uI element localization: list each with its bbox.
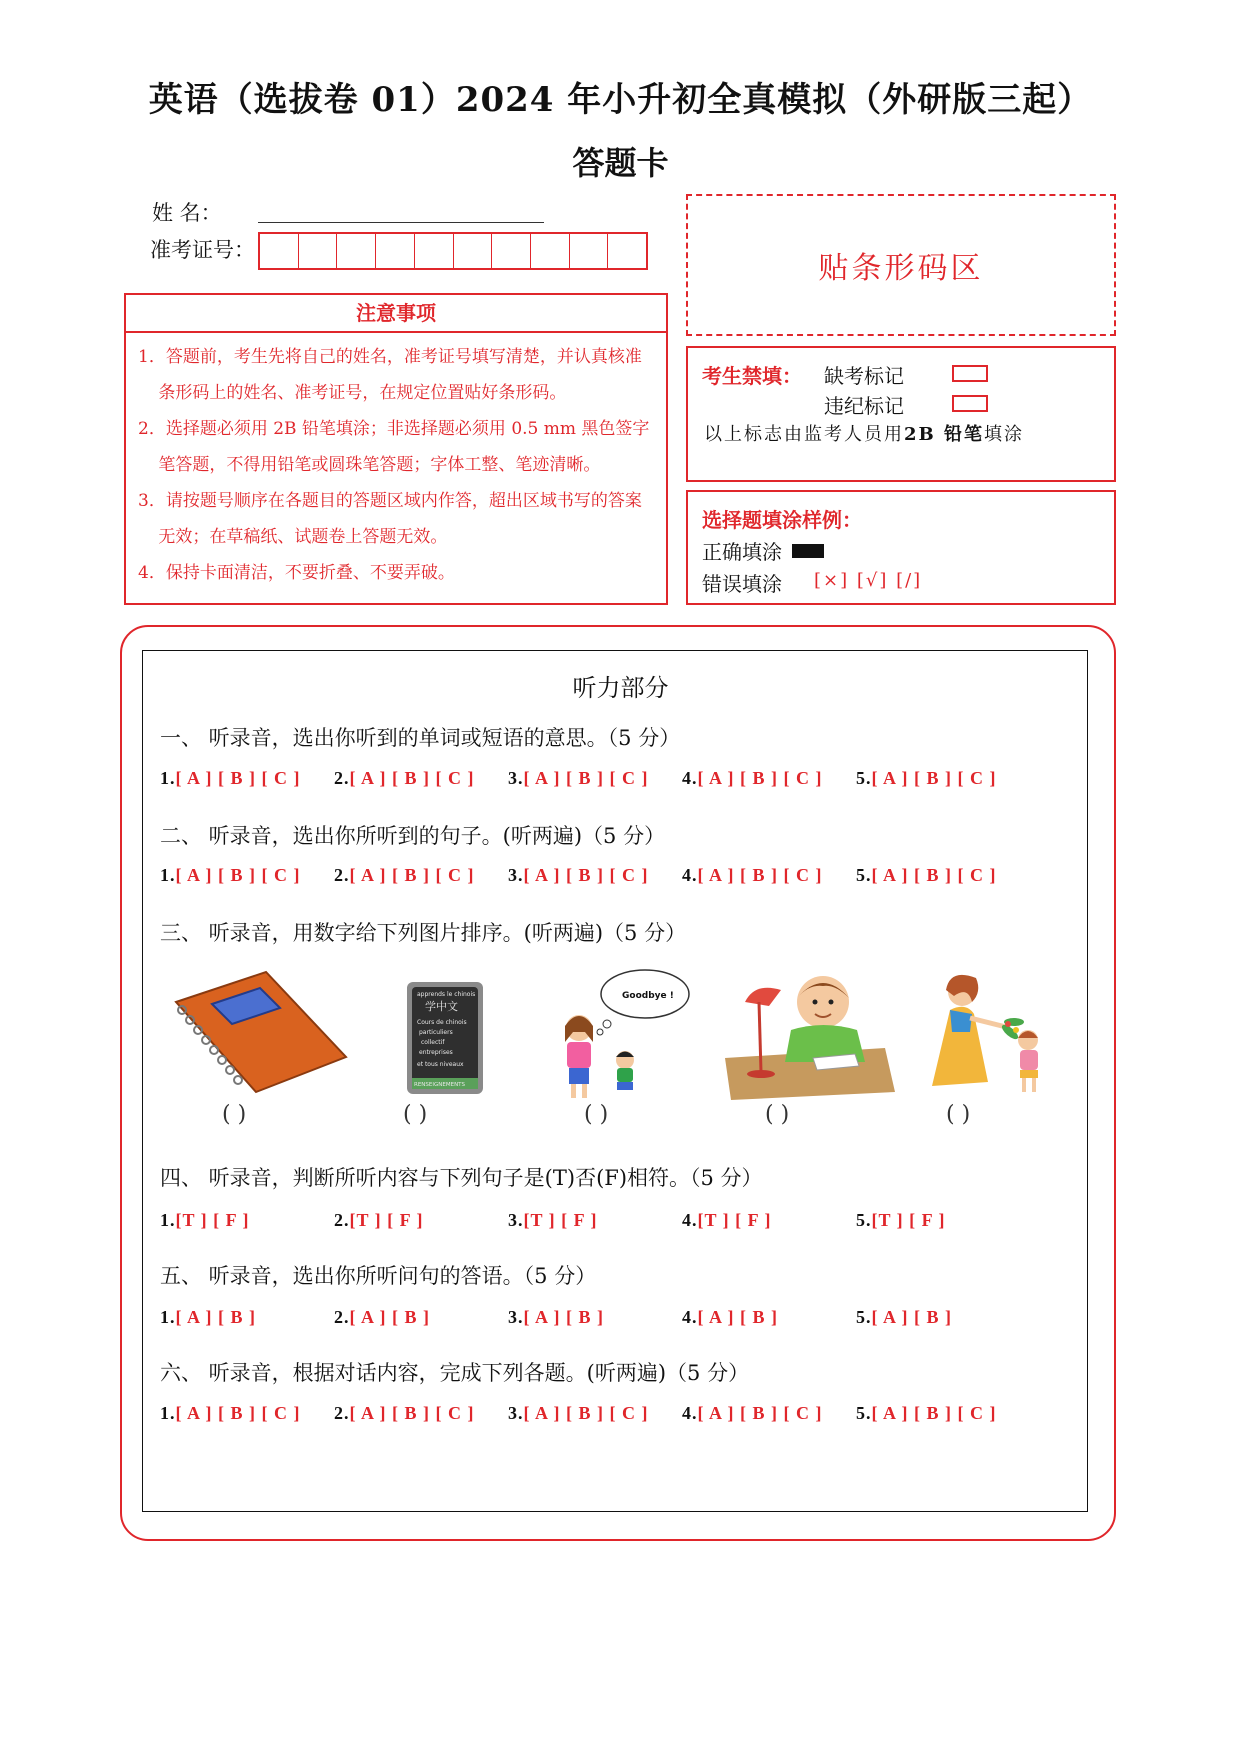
exam-id-label: 准考证号： xyxy=(150,238,255,262)
answer-option-group[interactable] xyxy=(160,1403,300,1424)
order-answer-blank[interactable]: ( ) xyxy=(222,1102,247,1127)
boy-studying-picture xyxy=(725,962,895,1102)
notice-item: 1．答题前，考生先将自己的姓名，准考证号填写清楚，并认真核准条形码上的姓名、准考证号，在规定位置贴好条形码。 xyxy=(138,347,642,403)
answer-options[interactable]: [ A ] [ B ] xyxy=(871,1307,952,1327)
answer-option-group[interactable] xyxy=(682,1403,822,1424)
exam-marks-box xyxy=(686,346,1116,482)
answer-option-group[interactable] xyxy=(508,1210,597,1231)
question-number: 5. xyxy=(856,1210,872,1230)
question-number: 2. xyxy=(334,865,350,885)
answer-options[interactable]: [ A ] [ B ] [ C ] xyxy=(871,768,997,788)
question-number: 5. xyxy=(856,865,872,885)
question-number: 1. xyxy=(160,865,176,885)
question-number: 3. xyxy=(508,1210,524,1230)
name-field[interactable] xyxy=(258,222,544,223)
correct-fill-sample xyxy=(792,544,824,558)
note-bold: 2B 铅笔 xyxy=(904,424,985,445)
answer-option-group[interactable] xyxy=(160,865,300,886)
answer-option-group[interactable] xyxy=(508,1403,648,1424)
notice-title: 注意事项 xyxy=(126,295,666,333)
section-6-title: 六、 听录音，根据对话内容，完成下列各题。(听两遍)（5 分） xyxy=(160,1361,750,1385)
answer-option-group[interactable] xyxy=(334,865,474,886)
answer-options[interactable]: [ A ] [ B ] [ C ] xyxy=(523,865,649,885)
note-text: 填涂 xyxy=(984,424,1025,445)
question-number: 4. xyxy=(682,865,698,885)
answer-options[interactable]: [ A ] [ B ] [ C ] xyxy=(349,1403,475,1423)
notice-box xyxy=(124,293,668,605)
answer-option-group[interactable] xyxy=(682,1307,778,1328)
answer-option-group[interactable] xyxy=(856,1403,996,1424)
blackboard-line: RENSEIGNEMENTS xyxy=(414,1082,466,1088)
order-answer-blank[interactable]: ( ) xyxy=(584,1102,609,1127)
notice-item: 4．保持卡面清洁，不要折叠、不要弄破。 xyxy=(138,563,455,583)
answer-option-group[interactable] xyxy=(856,1307,952,1328)
question-number: 4. xyxy=(682,1210,698,1230)
answer-options[interactable]: [ A ] [ B ] xyxy=(697,1307,778,1327)
mother-daughter-picture xyxy=(910,962,1060,1102)
order-answer-blank[interactable]: ( ) xyxy=(946,1102,971,1127)
blackboard-line: Cours de chinois xyxy=(417,1019,467,1026)
barcode-area: 贴条形码区 xyxy=(686,194,1116,336)
answer-options[interactable]: [ A ] [ B ] [ C ] xyxy=(175,865,301,885)
blackboard-line: entreprises xyxy=(419,1049,453,1056)
answer-option-group[interactable] xyxy=(334,1403,474,1424)
answer-options[interactable]: [ A ] [ B ] [ C ] xyxy=(697,865,823,885)
page-subtitle: 答题卡 xyxy=(572,144,669,182)
answer-options[interactable]: [ A ] [ B ] xyxy=(349,1307,430,1327)
answer-options[interactable]: [ A ] [ B ] [ C ] xyxy=(871,865,997,885)
exam-id-cell[interactable] xyxy=(299,234,338,268)
exam-id-cell[interactable] xyxy=(531,234,570,268)
exam-id-cell[interactable] xyxy=(570,234,609,268)
answer-option-group[interactable] xyxy=(508,768,648,789)
answer-options[interactable]: [T ] [ F ] xyxy=(871,1210,946,1230)
wrong-label: 错误填涂 xyxy=(702,572,782,596)
answer-option-group[interactable] xyxy=(160,1307,256,1328)
note-text: 以上标志由监考人员用 xyxy=(704,424,904,445)
absent-mark-box[interactable] xyxy=(952,365,988,382)
fill-sample-box xyxy=(686,490,1116,605)
answer-option-group[interactable] xyxy=(508,1307,604,1328)
section-2-title: 二、 听录音，选出你所听到的句子。(听两遍)（5 分） xyxy=(160,824,666,848)
answer-option-group[interactable] xyxy=(682,768,822,789)
blackboard-line: apprends le chinois xyxy=(417,991,476,998)
order-answer-blank[interactable]: ( ) xyxy=(765,1102,790,1127)
question-number: 2. xyxy=(334,768,350,788)
question-number: 3. xyxy=(508,1403,524,1423)
answer-option-group[interactable] xyxy=(856,768,996,789)
answer-options[interactable]: [ A ] [ B ] [ C ] xyxy=(349,865,475,885)
exam-marks-note xyxy=(704,420,1024,446)
question-number: 1. xyxy=(160,1210,176,1230)
exam-id-boxes[interactable] xyxy=(258,232,648,270)
answer-option-group[interactable] xyxy=(682,865,822,886)
answer-option-group[interactable] xyxy=(334,1210,423,1231)
answer-option-group[interactable] xyxy=(334,1307,430,1328)
answer-option-group[interactable] xyxy=(334,768,474,789)
answer-options[interactable]: [ A ] [ B ] [ C ] xyxy=(175,768,301,788)
notice-item: 2．选择题必须用 2B 铅笔填涂；非选择题必须用 0.5 mm 黑色签字笔答题，不得用铅笔或圆珠笔答题；字体工整、笔迹清晰。 xyxy=(138,419,650,475)
question-number: 3. xyxy=(508,768,524,788)
answer-option-group[interactable] xyxy=(856,865,996,886)
question-number: 2. xyxy=(334,1210,350,1230)
chinese-blackboard-picture xyxy=(405,980,485,1098)
answer-options[interactable]: [ A ] [ B ] [ C ] xyxy=(523,768,649,788)
answer-options[interactable]: [ A ] [ B ] [ C ] xyxy=(871,1403,997,1423)
question-number: 4. xyxy=(682,768,698,788)
question-number: 1. xyxy=(160,768,176,788)
violation-label: 违纪标记 xyxy=(824,394,904,418)
answer-option-group[interactable] xyxy=(682,1210,771,1231)
answer-option-group[interactable] xyxy=(160,768,300,789)
sample-title: 选择题填涂样例： xyxy=(702,508,862,532)
wrong-fill-samples: [×] [√] [/] xyxy=(814,570,923,591)
question-number: 1. xyxy=(160,1307,176,1327)
blackboard-line: 学中文 xyxy=(425,1000,458,1013)
goodbye-picture xyxy=(555,962,695,1102)
absent-label: 缺考标记 xyxy=(824,364,904,388)
question-number: 5. xyxy=(856,1403,872,1423)
answer-options[interactable]: [ A ] [ B ] [ C ] xyxy=(697,1403,823,1423)
answer-options[interactable]: [T ] [ F ] xyxy=(175,1210,250,1230)
violation-mark-box[interactable] xyxy=(952,395,988,412)
answer-option-group[interactable] xyxy=(160,1210,249,1231)
order-answer-blank[interactable]: ( ) xyxy=(403,1102,428,1127)
listening-heading: 听力部分 xyxy=(572,674,669,702)
question-number: 3. xyxy=(508,865,524,885)
blackboard-line: et tous niveaux xyxy=(417,1061,464,1068)
section-5-title: 五、 听录音，选出你所听问句的答语。（5 分） xyxy=(160,1264,597,1288)
exam-id-cell[interactable] xyxy=(337,234,376,268)
question-number: 2. xyxy=(334,1403,350,1423)
exam-id-cell[interactable] xyxy=(492,234,531,268)
question-number: 2. xyxy=(334,1307,350,1327)
question-number: 5. xyxy=(856,768,872,788)
exam-id-cell[interactable] xyxy=(260,234,299,268)
exam-id-cell[interactable] xyxy=(415,234,454,268)
name-label: 姓 名： xyxy=(152,201,222,225)
exam-id-cell[interactable] xyxy=(454,234,493,268)
question-number: 5. xyxy=(856,1307,872,1327)
question-number: 3. xyxy=(508,1307,524,1327)
question-number: 4. xyxy=(682,1403,698,1423)
answer-options[interactable]: [ A ] [ B ] xyxy=(175,1307,256,1327)
answer-options[interactable]: [T ] [ F ] xyxy=(523,1210,598,1230)
answer-options[interactable]: [ A ] [ B ] xyxy=(523,1307,604,1327)
answer-options[interactable]: [T ] [ F ] xyxy=(349,1210,424,1230)
speech-bubble-text: Goodbye ! xyxy=(622,991,674,1001)
exam-id-cell[interactable] xyxy=(376,234,415,268)
answer-option-group[interactable] xyxy=(856,1210,945,1231)
section-1-title: 一、 听录音，选出你听到的单词或短语的意思。（5 分） xyxy=(160,726,681,750)
answer-options[interactable]: [ A ] [ B ] [ C ] xyxy=(523,1403,649,1423)
section-4-title: 四、 听录音，判断所听内容与下列句子是(T)否(F)相符。（5 分） xyxy=(160,1166,763,1190)
exam-marks-title: 考生禁填： xyxy=(702,364,802,388)
correct-label: 正确填涂 xyxy=(702,540,782,564)
answer-options[interactable]: [ A ] [ B ] [ C ] xyxy=(697,768,823,788)
notebook-picture xyxy=(168,962,348,1102)
answer-option-group[interactable] xyxy=(508,865,648,886)
answer-options[interactable]: [ A ] [ B ] [ C ] xyxy=(175,1403,301,1423)
notice-item: 3．请按题号顺序在各题目的答题区域内作答，超出区域书写的答案无效；在草稿纸、试题卷上答题无效。 xyxy=(138,491,642,547)
page-title: 英语（选拔卷 01）2024 年小升初全真模拟（外研版三起） xyxy=(148,80,1093,120)
section-3-title: 三、 听录音，用数字给下列图片排序。(听两遍)（5 分） xyxy=(160,921,687,945)
answer-options[interactable]: [T ] [ F ] xyxy=(697,1210,772,1230)
question-number: 1. xyxy=(160,1403,176,1423)
exam-id-cell[interactable] xyxy=(608,234,646,268)
question-number: 4. xyxy=(682,1307,698,1327)
blackboard-line: particuliers xyxy=(419,1029,453,1036)
notice-list xyxy=(126,333,666,591)
answer-options[interactable]: [ A ] [ B ] [ C ] xyxy=(349,768,475,788)
blackboard-line: collectif xyxy=(421,1039,445,1046)
